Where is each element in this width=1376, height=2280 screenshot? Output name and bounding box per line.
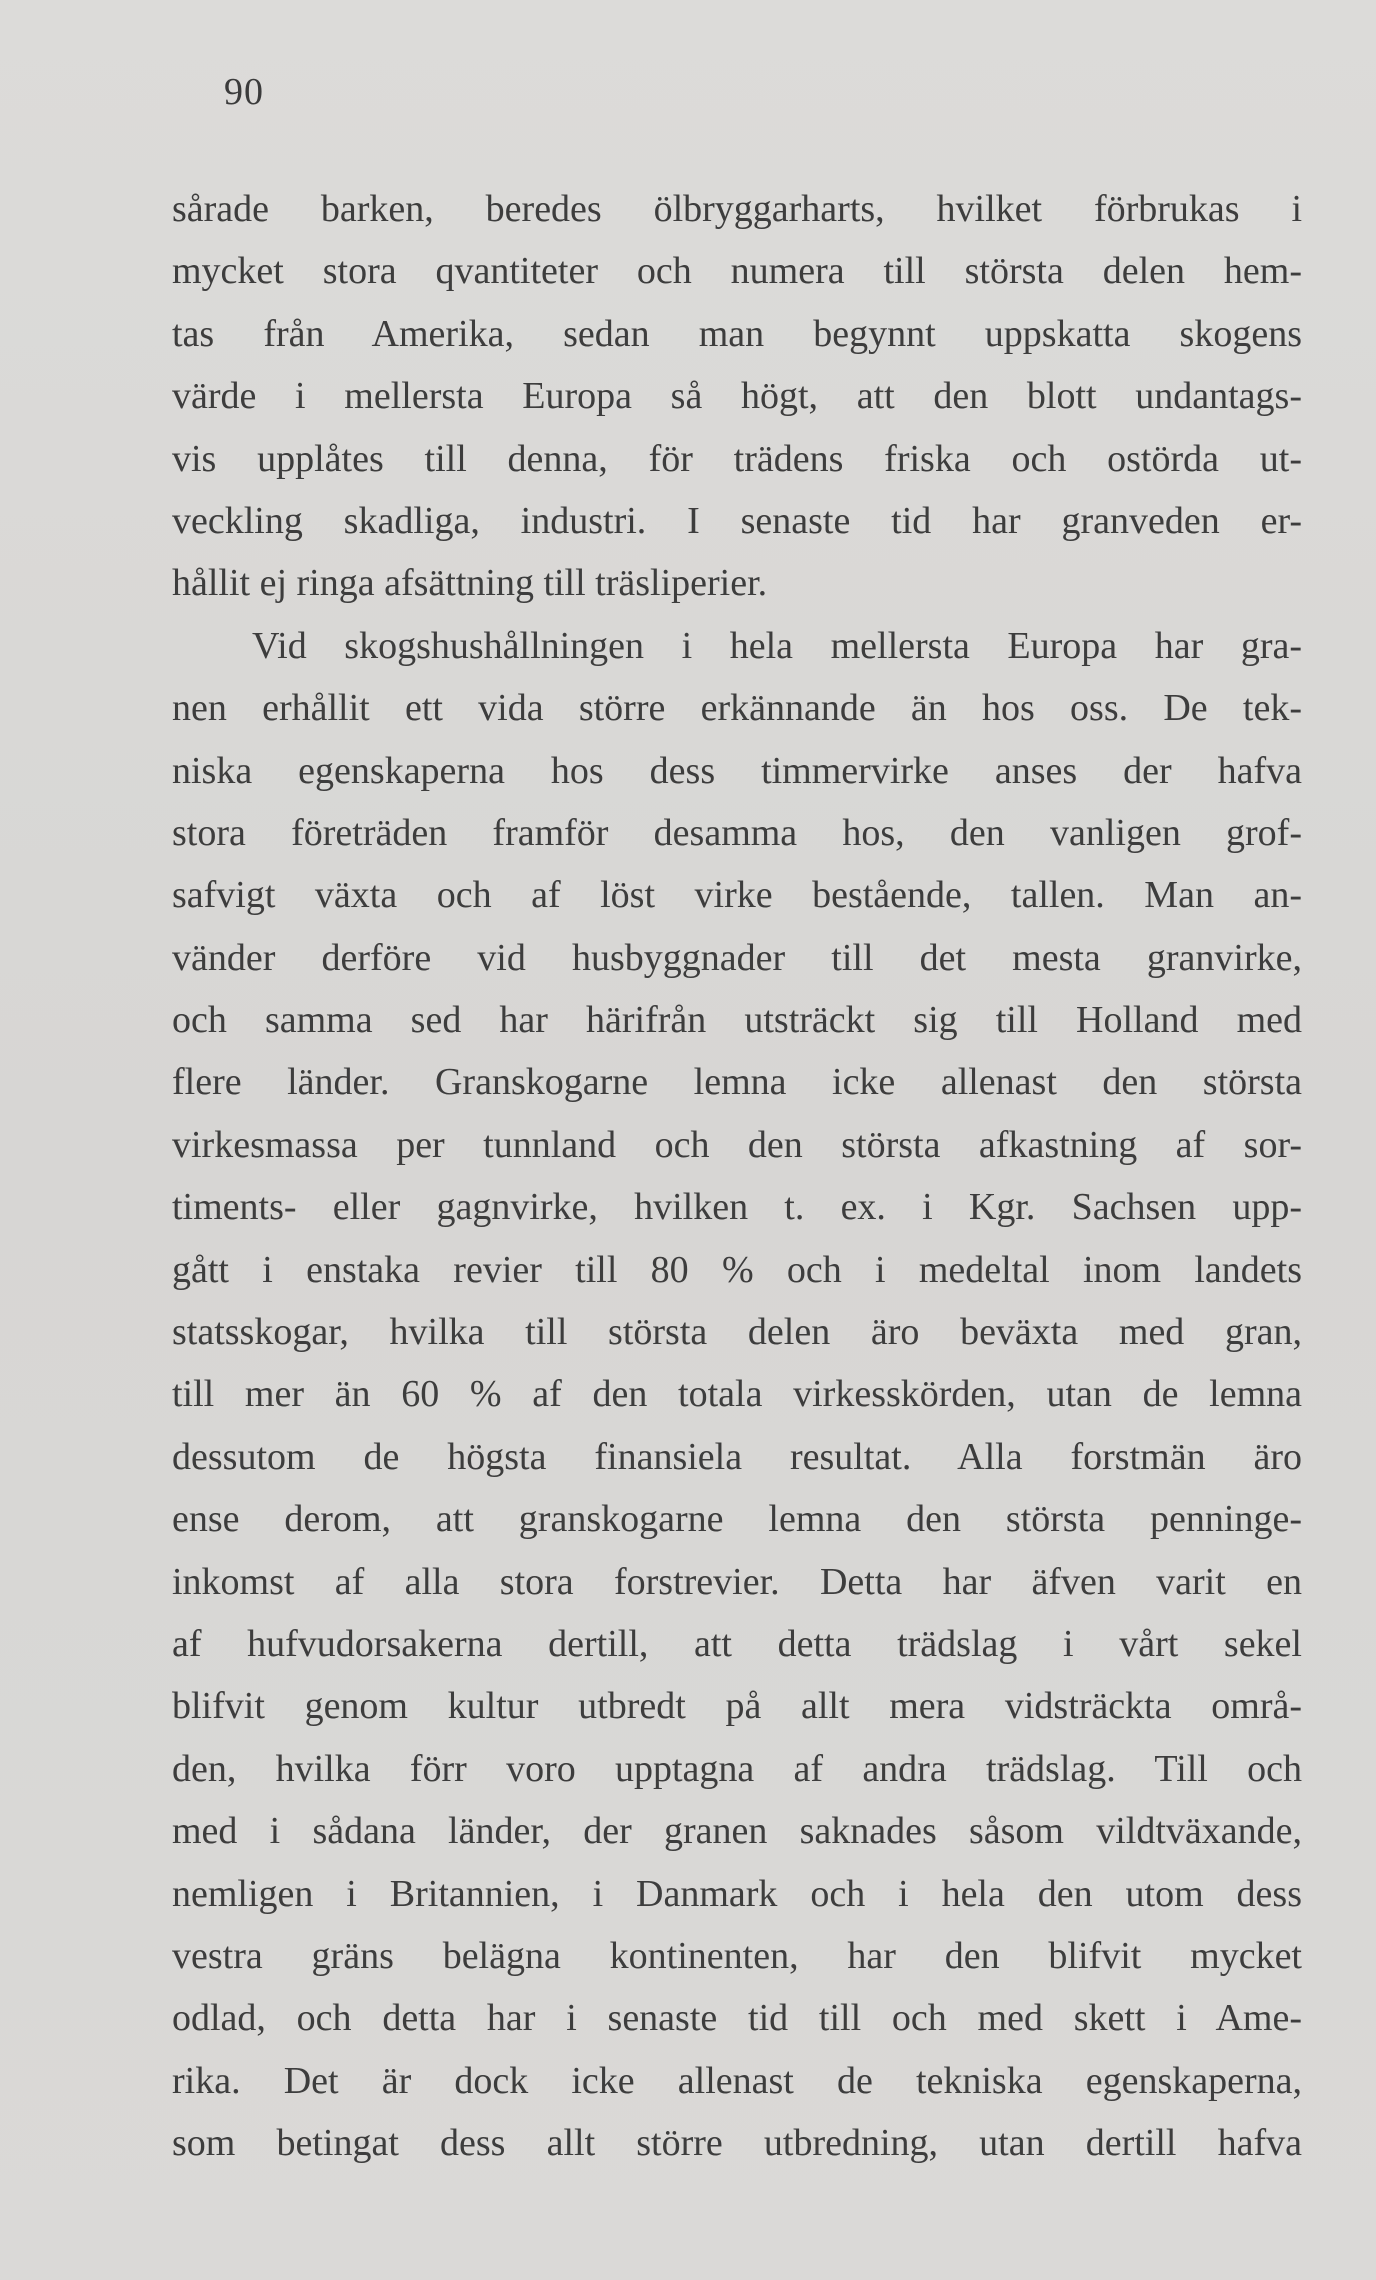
text-line: flere länder. Granskogarne lemna icke allenast den största [172,1061,1302,1104]
text-line: gått i enstaka revier till 80 % och i medeltal inom landets [172,1248,1302,1291]
text-line: safvigt växta och af löst virke bestående, tallen. Man an- [172,874,1302,917]
text-line: veckling skadliga, industri. I senaste tid har granveden er- [172,499,1302,542]
text-line: värde i mellersta Europa så högt, att den blott undantags- [172,375,1302,418]
text-line: vänder derföre vid husbyggnader till det mesta granvirke, [172,936,1302,979]
text-line: med i sådana länder, der granen saknades såsom vildtväxande, [172,1810,1302,1853]
text-line: dessutom de högsta finansiela resultat. Alla forstmän äro [172,1435,1302,1478]
text-line: mycket stora qvantiteter och numera till största delen hem- [172,250,1302,293]
text-line: niska egenskaperna hos dess timmervirke anses der hafva [172,749,1302,792]
text-line: sårade barken, beredes ölbryggarharts, hvilket förbrukas i [172,188,1302,230]
text-line: statsskogar, hvilka till största delen äro beväxta med gran, [172,1311,1302,1354]
text-line: nemligen i Britannien, i Danmark och i hela den utom dess [172,1872,1302,1915]
text-line: till mer än 60 % af den totala virkesskörden, utan de lemna [172,1373,1302,1416]
text-line: inkomst af alla stora forstrevier. Detta har äfven varit en [172,1560,1302,1603]
text-line: rika. Det är dock icke allenast de tekniska egenskaperna, [172,2059,1302,2102]
text-line: vis upplåtes till denna, för trädens friska och ostörda ut- [172,437,1302,480]
text-line: som betingat dess allt större utbredning, utan dertill hafva [172,2122,1302,2165]
text-line: vestra gräns belägna kontinenten, har den blifvit mycket [172,1934,1302,1977]
body-text [172,178,1302,2175]
text-line: nen erhållit ett vida större erkännande än hos oss. De tek- [172,687,1302,730]
text-line: stora företräden framför desamma hos, den vanligen grof- [172,811,1302,854]
text-line: ense derom, att granskogarne lemna den största penninge- [172,1498,1302,1541]
text-line: tas från Amerika, sedan man begynnt uppskatta skogens [172,312,1302,355]
text-line: hållit ej ringa afsättning till träsliperier. [172,562,768,605]
text-line: af hufvudorsakerna dertill, att detta trädslag i vårt sekel [172,1622,1302,1665]
text-line: den, hvilka förr voro upptagna af andra trädslag. Till och [172,1747,1302,1790]
text-line: timents- eller gagnvirke, hvilken t. ex. i Kgr. Sachsen upp- [172,1186,1302,1229]
page-number: 90 [224,71,264,113]
text-line: virkesmassa per tunnland och den största afkastning af sor- [172,1123,1302,1166]
text-line: Vid skogshushållningen i hela mellersta Europa har gra- [252,624,1302,667]
text-line: och samma sed har härifrån utsträckt sig till Holland med [172,999,1302,1042]
text-line: blifvit genom kultur utbredt på allt mera vidsträckta områ- [172,1685,1302,1728]
text-line: odlad, och detta har i senaste tid till och med skett i Ame- [172,1997,1302,2040]
